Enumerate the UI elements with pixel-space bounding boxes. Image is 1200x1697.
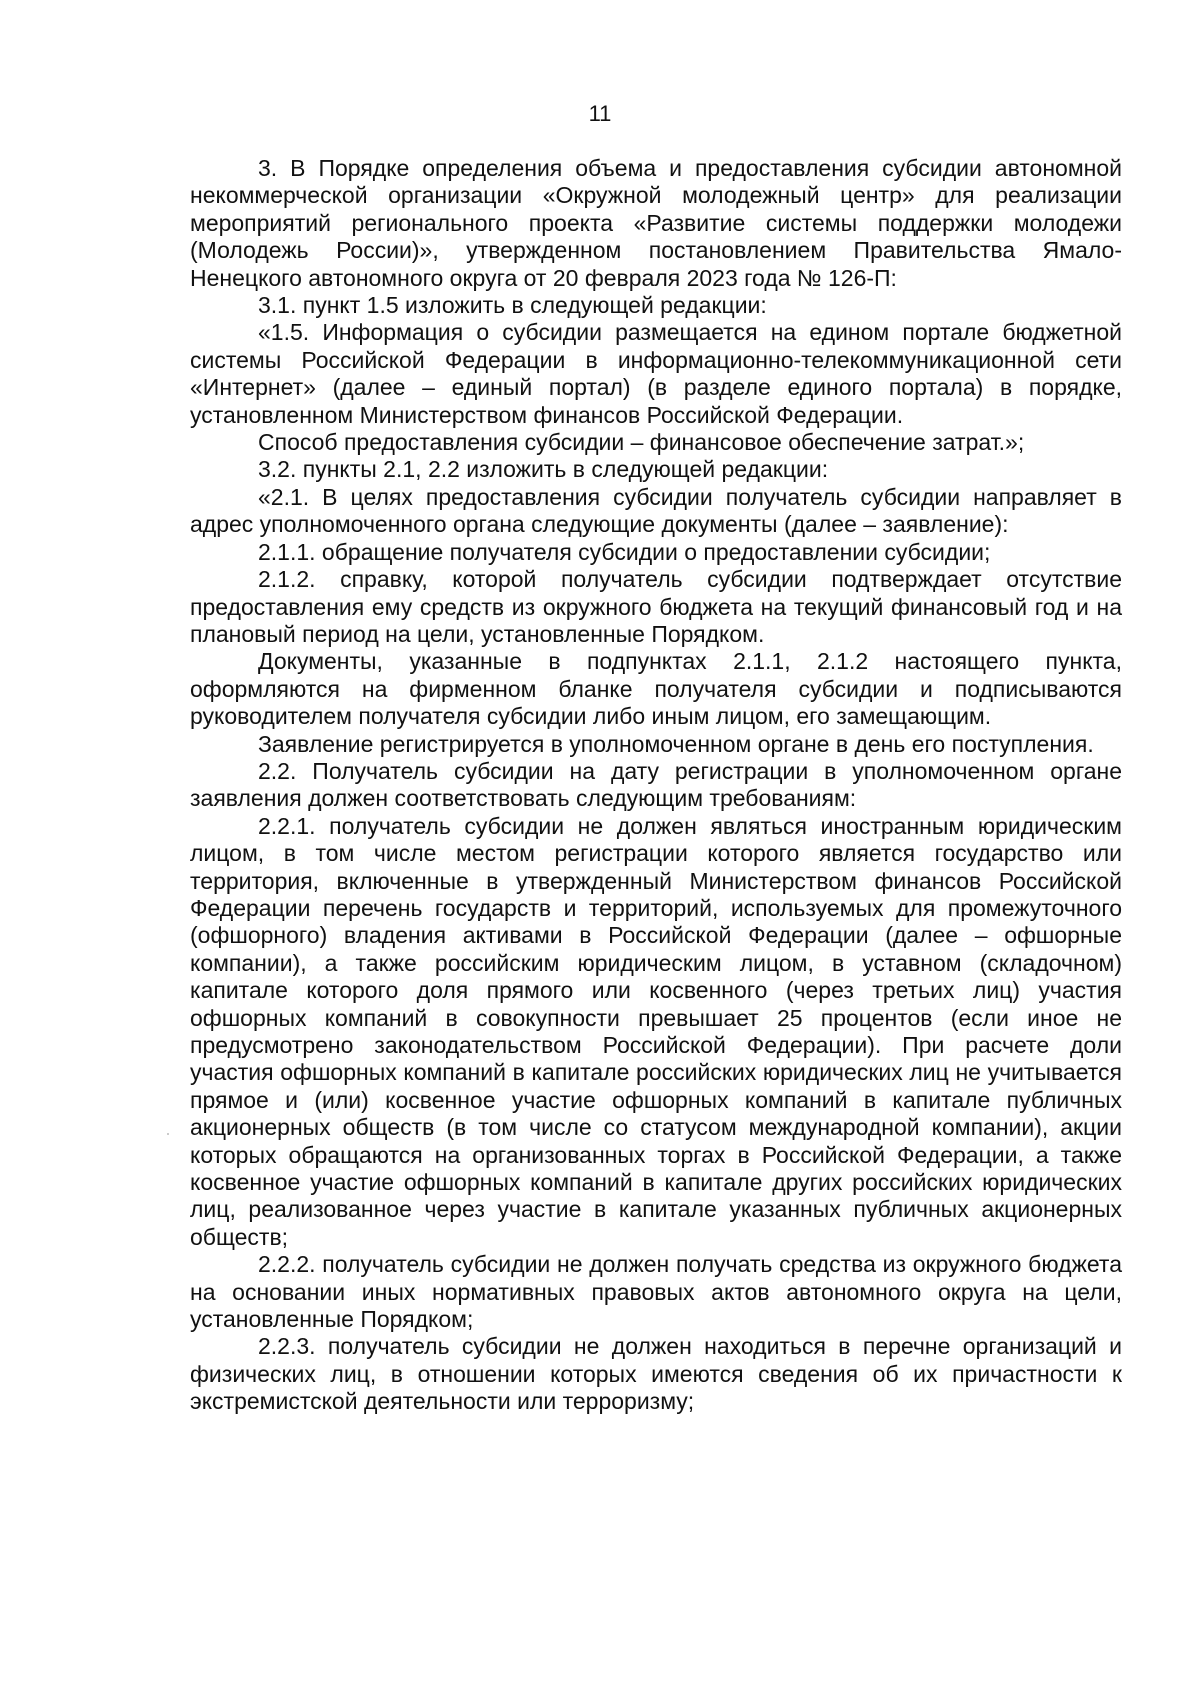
paragraph-registration: Заявление регистрируется в уполномоченном органе в день его поступления.	[258, 730, 1094, 757]
paragraph-item-1-5: «1.5. Информация о субсидии размещается на едином портале бюджетной системы Российской Федерации в информационно-телекоммуникационной сети «Интернет» (далее – единый портал) (в разделе единого портала) в порядке, установленном Министерством финансов Российской Федерации.	[190, 319, 1122, 428]
paragraph-item-3-2: 3.2. пункты 2.1, 2.2 изложить в следующей редакции:	[258, 456, 829, 483]
paragraph-item-3-1: 3.1. пункт 1.5 изложить в следующей редакции:	[258, 292, 767, 319]
scan-speck	[167, 1133, 169, 1135]
paragraph-item-2-1-2: 2.1.2. справку, которой получатель субсидии подтверждает отсутствие предоставления ему средств из окружного бюджета на текущий финансовый год и на плановый период на цели, установленные Порядком.	[190, 566, 1122, 647]
paragraph-item-3: 3. В Порядке определения объема и предоставления субсидии автономной некоммерческой организации «Окружной молодежный центр» для реализации мероприятий регионального проекта «Развитие системы поддержки молодежи (Молодежь России)», утвержденном постановлением Правительства Ямало-Ненецкого автономного округа от 20 февраля 2023 года № 126-П:	[190, 155, 1122, 291]
paragraph-item-2-2: 2.2. Получатель субсидии на дату регистрации в уполномоченном органе заявления должен соответствовать следующим требованиям:	[190, 757, 1122, 812]
paragraph-documents: Документы, указанные в подпунктах 2.1.1, 2.1.2 настоящего пункта, оформляются на фирменном бланке получателя субсидии и подписываются руководителем получателя субсидии либо иным лицом, его замещающим.	[190, 648, 1122, 730]
page-number: 11	[588, 101, 612, 126]
paragraph-item-2-1-1: 2.1.1. обращение получателя субсидии о предоставлении субсидии;	[258, 538, 991, 565]
document-body	[190, 155, 1122, 1416]
paragraph-item-2-1: «2.1. В целях предоставления субсидии получатель субсидии направляет в адрес уполномоченного органа следующие документы (далее – заявление):	[190, 483, 1122, 538]
paragraph-item-2-2-3: 2.2.3. получатель субсидии не должен находиться в перечне организаций и физических лиц, в отношении которых имеются сведения об их причастности к экстремистской деятельности или терроризму;	[190, 1333, 1122, 1415]
paragraph-subsidy-method: Способ предоставления субсидии – финансовое обеспечение затрат.»;	[258, 429, 1025, 456]
paragraph-item-2-2-2: 2.2.2. получатель субсидии не должен получать средства из окружного бюджета на основании иных нормативных правовых актов автономного округа на цели, установленные Порядком;	[190, 1251, 1122, 1333]
paragraph-item-2-2-1: 2.2.1. получатель субсидии не должен являться иностранным юридическим лицом, в том числе местом регистрации которого является государство или территория, включенные в утвержденный Министерством финансов Российской Федерации перечень государств и территорий, используемых для промежуточного (офшорного) владения активами в Российской Федерации (далее – офшорные компании), а также российским юридическим лицом, в уставном (складочном) капитале которого доля прямого или косвенного (через третьих лиц) участия офшорных компаний в совокупности превышает 25 процентов (если иное не предусмотрено законодательством Российской Федерации). При расчете доли участия офшорных компаний в капитале российских юридических лиц не учитывается прямое и (или) косвенное участие офшорных компаний в капитале публичных акционерных обществ (в том числе со статусом международной компании), акции которых обращаются на организованных торгах в Российской Федерации, а также косвенное участие офшорных компаний в капитале других российских юридических лиц, реализованное через участие в капитале указанных публичных акционерных обществ;	[190, 812, 1122, 1250]
